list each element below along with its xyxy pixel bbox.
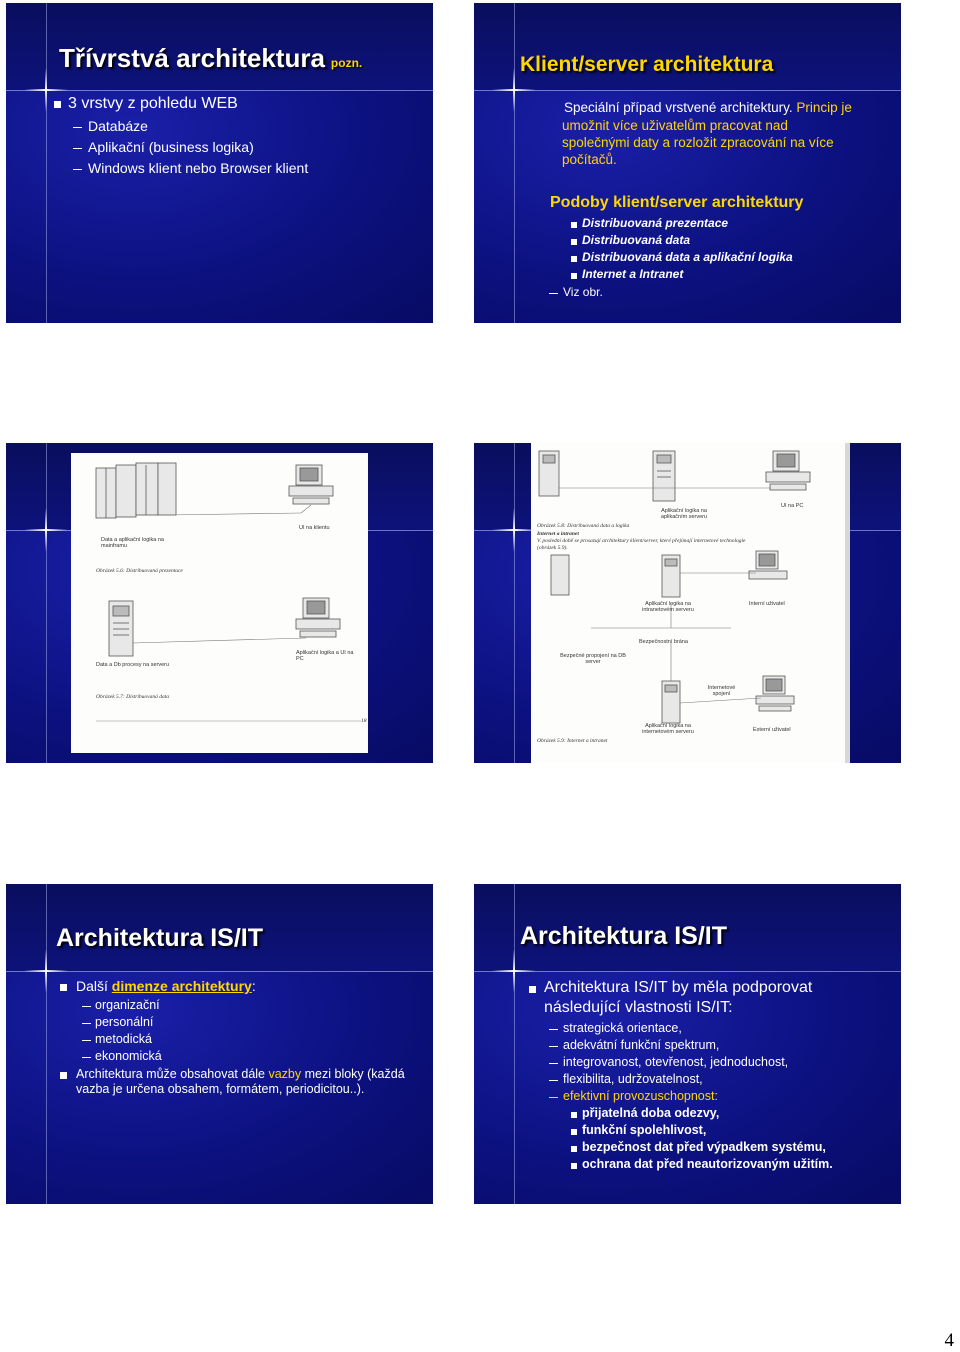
intro-line: počítačů. <box>562 152 617 167</box>
figure-caption: Obrázek 5.7: Distribuovaná data <box>96 694 170 700</box>
bullet-text: Další dimenze architektury: <box>76 978 256 994</box>
mainframe-icon <box>96 463 176 518</box>
bullet-icon <box>571 1112 577 1118</box>
figure-label: Aplikační logika a UI na PC <box>296 650 354 662</box>
bullet-icon <box>571 256 577 262</box>
figure-label: Data a Db procesy na serveru <box>96 662 170 668</box>
dash-icon <box>73 169 82 170</box>
subsub-item: přijatelná doba odezvy, <box>582 1106 720 1120</box>
dash-icon <box>549 1080 558 1081</box>
server-icon <box>109 601 133 656</box>
scanned-figure <box>531 443 849 763</box>
subsub-item: bezpečnost dat před výpadkem systému, <box>582 1140 826 1154</box>
sub-item: adekvátní funkční spektrum, <box>563 1038 720 1052</box>
sub-item: Windows klient nebo Browser klient <box>88 160 309 176</box>
bullet-text: 3 vrstvy z pohledu WEB <box>68 95 238 112</box>
server-icon <box>551 555 569 595</box>
figure-label: Aplikační logika na internetovém serveru <box>642 723 694 735</box>
dash-icon <box>549 1097 558 1098</box>
figure-label: Aplikační logika na intranetovém serveru <box>642 601 694 613</box>
pc-icon <box>766 451 810 490</box>
server-icon <box>653 451 675 501</box>
sub-item: efektivní provozuschopnost: <box>563 1089 718 1103</box>
dash-icon <box>549 1029 558 1030</box>
sub-item: ekonomická <box>95 1049 162 1063</box>
bullet-icon <box>54 101 61 108</box>
dash-icon <box>82 1040 91 1041</box>
list-item: Distribuovaná data <box>582 233 691 247</box>
figure-caption: Obrázek 5.9: Internet a intranet <box>537 738 608 744</box>
bullet-text: Architektura IS/IT by měla podporovat <box>544 979 813 996</box>
slide-trivrstva <box>6 3 433 323</box>
figure-label: UI na PC <box>781 503 804 509</box>
dash-icon <box>82 1006 91 1007</box>
figure-label: Internetové spojení <box>707 685 736 697</box>
dash-icon <box>549 293 558 294</box>
dash-icon <box>82 1057 91 1058</box>
list-item: Distribuovaná data a aplikační logika <box>582 250 793 264</box>
dash-icon <box>73 148 82 149</box>
sub-item: personální <box>95 1015 154 1029</box>
scanned-figure <box>71 453 368 753</box>
section-heading: Podoby klient/server architektury <box>550 194 804 211</box>
sub-item: organizační <box>95 998 160 1012</box>
figure-label: Data a aplikační logika na mainframu <box>101 537 164 549</box>
figure-label: UI na klientu <box>299 525 330 531</box>
slide-title: Třívrstvá architektura pozn. <box>59 43 363 73</box>
reference-text: Viz obr. <box>563 285 603 299</box>
sub-item: metodická <box>95 1032 152 1046</box>
sub-item: flexibilita, udržovatelnost, <box>563 1072 703 1086</box>
pc-icon <box>296 598 340 637</box>
subsub-item: ochrana dat před neautorizovaným užitím. <box>582 1157 833 1171</box>
bullet-icon <box>571 1146 577 1152</box>
figure-caption: Obrázek 5.6: Distribuovaná prezentace <box>96 568 183 574</box>
sparkle-decoration <box>492 508 536 552</box>
bullet-icon <box>60 984 67 991</box>
pc-icon <box>289 465 333 504</box>
server-icon <box>662 681 680 723</box>
link-dimenze[interactable]: dimenze architektury <box>111 978 252 994</box>
slide-title: Architektura IS/IT <box>56 924 263 952</box>
sparkle-decoration <box>24 508 68 552</box>
bullet-icon <box>571 1163 577 1169</box>
scan-edge <box>845 443 850 763</box>
figure-label: Externí uživatel <box>753 727 791 733</box>
slide-title: Klient/server architektura <box>520 53 774 76</box>
subsub-item: funkční spolehlivost, <box>582 1123 707 1137</box>
page-ref: 18 <box>361 718 367 724</box>
bullet-text: následující vlastnosti IS/IT: <box>544 999 733 1016</box>
pc-icon <box>749 551 787 579</box>
figure-heading: Internet a intranet <box>537 531 579 537</box>
figure-drawing <box>71 453 368 753</box>
figure-caption: Obrázek 5.8: Distribuovaná data a logika <box>537 523 630 529</box>
intro-line: umožnit více uživatelům pracovat nad <box>562 118 788 133</box>
figure-text: V. poslední době se prosazují architektury klient/server, které přejímají internetové technologie <box>537 538 746 544</box>
bullet-icon <box>529 986 536 993</box>
bullet-text: Architektura může obsahovat dále vazby mezi bloky (každá <box>76 1067 405 1081</box>
intro-line: Speciální případ vrstvené architektury. Princip je <box>564 100 852 115</box>
bullet-text: vazba je určena obsahem, formátem, periodicitou..). <box>76 1082 365 1096</box>
server-icon <box>539 451 559 496</box>
bullet-icon <box>571 273 577 279</box>
bullet-icon <box>571 1129 577 1135</box>
slide-architektura-2 <box>474 884 901 1204</box>
dash-icon <box>549 1063 558 1064</box>
intro-line: společnými daty a rozložit zpracování na více <box>562 135 834 150</box>
slide-figures-2 <box>474 443 901 763</box>
bullet-icon <box>60 1072 67 1079</box>
list-item: Distribuovaná prezentace <box>582 216 729 230</box>
sub-item: integrovanost, otevřenost, jednoduchost, <box>563 1055 789 1069</box>
server-icon <box>662 555 680 597</box>
sub-item: Aplikační (business logika) <box>88 139 254 155</box>
slide-architektura-1 <box>6 884 433 1204</box>
pc-icon <box>756 676 794 711</box>
slide-title: Architektura IS/IT <box>520 922 727 950</box>
figure-text: (obrázek 5.9). <box>537 545 568 551</box>
title-note: pozn. <box>330 56 363 70</box>
bullet-icon <box>571 222 577 228</box>
sub-item: strategická orientace, <box>563 1021 682 1035</box>
bullet-icon <box>571 239 577 245</box>
dash-icon <box>82 1023 91 1024</box>
slide-klient-server <box>474 3 901 323</box>
figure-label: Bezpečné propojení na DB server <box>560 653 626 665</box>
dash-icon <box>549 1046 558 1047</box>
figure-label: Interní uživatel <box>749 601 785 607</box>
figure-label: Aplikační logika na aplikačním serveru <box>660 508 708 520</box>
slide-figures-1 <box>6 443 433 763</box>
page-number: 4 <box>944 1330 954 1351</box>
sparkle-decoration <box>24 68 68 112</box>
figure-label: Bezpečnostní brána <box>639 639 688 645</box>
dash-icon <box>73 127 82 128</box>
sub-item: Databáze <box>88 118 148 134</box>
list-item: Internet a Intranet <box>582 267 684 281</box>
